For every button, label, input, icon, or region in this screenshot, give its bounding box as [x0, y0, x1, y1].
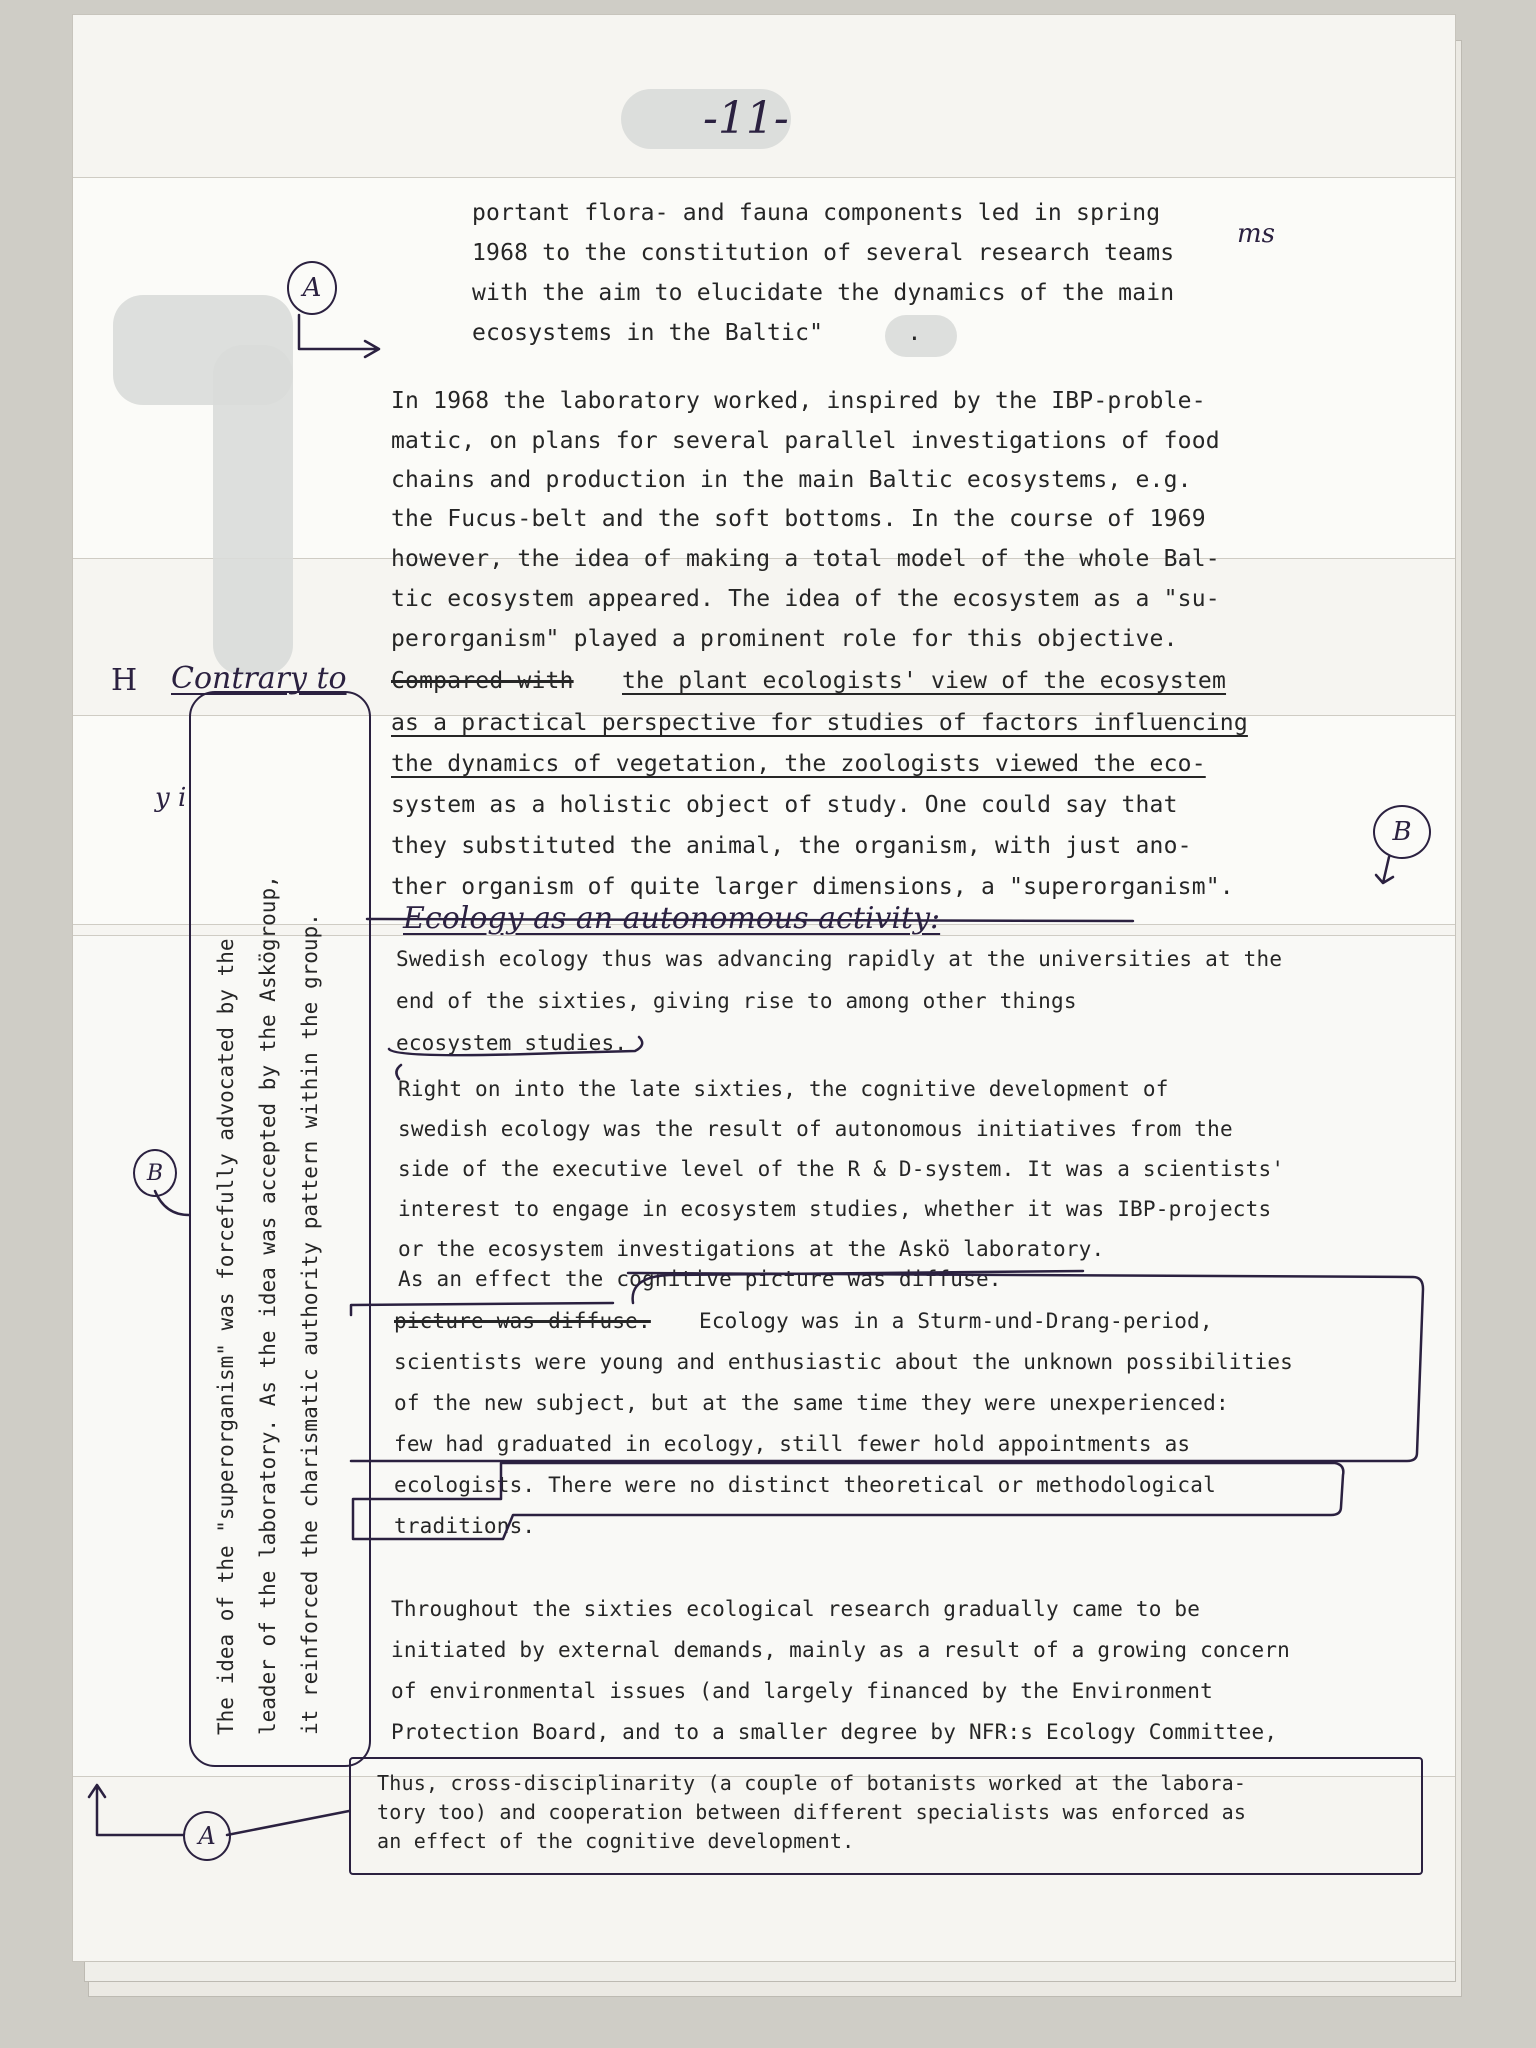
para-1968-line-2: matic, on plans for several parallel investigations of food: [391, 428, 1220, 454]
right-on-line-5: or the ecosystem investigations at the Askö laboratory.: [398, 1237, 1105, 1261]
para-1968-line-6: tic ecosystem appeared. The idea of the ecosystem as a "su-: [391, 586, 1220, 612]
strip-line-3: system as a holistic object of study. One could say that: [391, 792, 1178, 818]
throughout-line-3: of environmental issues (and largely financed by the Environment: [391, 1679, 1213, 1703]
a-bottom-connector: [227, 1811, 349, 1835]
handwritten-contrary-to: Contrary to: [171, 661, 347, 696]
sturm-line-4: few had graduated in ecology, still fewer hold appointments as: [394, 1432, 1191, 1456]
swedish-line-3: ecosystem studies.: [396, 1031, 628, 1055]
page-number: -11-: [703, 93, 789, 144]
para-1968-line-7: perorganism" played a prominent role for this objective.: [391, 626, 1178, 652]
traditions-box: [353, 1463, 1343, 1539]
para-1968-line-1: In 1968 the laboratory worked, inspired by the IBP-proble-: [391, 388, 1206, 414]
effect-line: As an effect the cognitive picture was diffuse.: [398, 1267, 1002, 1291]
quote-line-1: portant flora- and fauna components led in spring: [472, 200, 1161, 226]
struck-compared-with: Compared with: [391, 668, 574, 694]
right-on-line-4: interest to engage in ecosystem studies, whether it was IBP-projects: [398, 1197, 1272, 1221]
thus-line-2: tory too) and cooperation between different specialists was enforced as: [377, 1800, 1247, 1824]
sturm-line-6: traditions.: [394, 1514, 536, 1538]
h-mark: H: [111, 663, 138, 698]
right-on-line-3: side of the executive level of the R & D-system. It was a scientists': [398, 1157, 1285, 1181]
thus-line-3: an effect of the cognitive development.: [377, 1829, 855, 1853]
para-1968-line-3: chains and production in the main Baltic ecosystems, e.g.: [391, 467, 1192, 493]
circle-b-left: B: [133, 1149, 177, 1197]
para-1968-line-4: the Fucus-belt and the soft bottoms. In the course of 1969: [391, 506, 1206, 532]
struck-picture-diffuse: picture was diffuse.: [394, 1309, 651, 1333]
arrow-a-top: [299, 315, 379, 357]
strip-line-2: the dynamics of vegetation, the zoologists viewed the eco-: [391, 751, 1206, 777]
ink-annotations: [73, 15, 1455, 1961]
sturm-outline: [351, 1273, 1423, 1461]
sturm-line-2: scientists were young and enthusiastic about the unknown possibilities: [394, 1350, 1294, 1374]
quote-line-4: ecosystems in the Baltic" .: [472, 320, 922, 346]
throughout-line-4: Protection Board, and to a smaller degree by NFR:s Ecology Committee,: [391, 1720, 1278, 1744]
circle-b-right: B: [1373, 805, 1431, 859]
vertical-insert-line-3: it reinforced the charismatic authority pattern within the group.: [298, 913, 322, 1735]
handwritten-heading: Ecology as an autonomous activity:: [403, 901, 941, 936]
insert-divider: [367, 919, 1133, 921]
correction-ms: ms: [1237, 219, 1275, 249]
quote-line-2: 1968 to the constitution of several research teams: [472, 240, 1175, 266]
para-1968-line-5: however, the idea of making a total model of the whole Bal-: [391, 546, 1220, 572]
document-page: [72, 14, 1456, 1962]
vertical-insert-line-1: The idea of the "superorganism" was forcefully advocated by the: [214, 938, 238, 1735]
arrow-b-right: [1376, 857, 1393, 883]
right-on-line-2: swedish ecology was the result of autonomous initiatives from the: [398, 1117, 1233, 1141]
sturm-line-5: ecologists. There were no distinct theoretical or methodological: [394, 1473, 1216, 1497]
circle-a-bottom: A: [183, 1811, 231, 1861]
arrow-a-bottom: [89, 1785, 183, 1835]
throughout-line-2: initiated by external demands, mainly as a result of a growing concern: [391, 1638, 1291, 1662]
swedish-line-2: end of the sixties, giving rise to among other things: [396, 989, 1077, 1013]
circle-b-connector: [155, 1191, 189, 1215]
thus-line-1: Thus, cross-disciplinarity (a couple of botanists worked at the labora-: [377, 1771, 1247, 1795]
strip-line-4: they substituted the animal, the organism, with just ano-: [391, 833, 1192, 859]
plant-ecologists-line: the plant ecologists' view of the ecosystem: [622, 668, 1227, 694]
sturm-line-1: Ecology was in a Sturm-und-Drang-period,: [699, 1309, 1213, 1333]
sturm-line-3: of the new subject, but at the same time they were unexperienced:: [394, 1391, 1229, 1415]
y-mark: y i: [155, 783, 187, 813]
quote-line-3: with the aim to elucidate the dynamics of the main: [472, 280, 1175, 306]
strip-line-1: as a practical perspective for studies of factors influencing: [391, 710, 1248, 736]
right-on-line-1: Right on into the late sixties, the cognitive development of: [398, 1077, 1169, 1101]
ecosystem-bracket: [389, 1037, 642, 1055]
throughout-line-1: Throughout the sixties ecological research gradually came to be: [391, 1597, 1201, 1621]
strip-line-5: ther organism of quite larger dimensions, a "superorganism".: [391, 874, 1234, 900]
vertical-insert-line-2: leader of the laboratory. As the idea was accepted by the Askögroup,: [256, 875, 280, 1735]
circle-a-top: A: [287, 261, 337, 315]
swedish-line-1: Swedish ecology thus was advancing rapidly at the universities at the: [396, 947, 1283, 971]
right-on-tick: [396, 1065, 401, 1079]
